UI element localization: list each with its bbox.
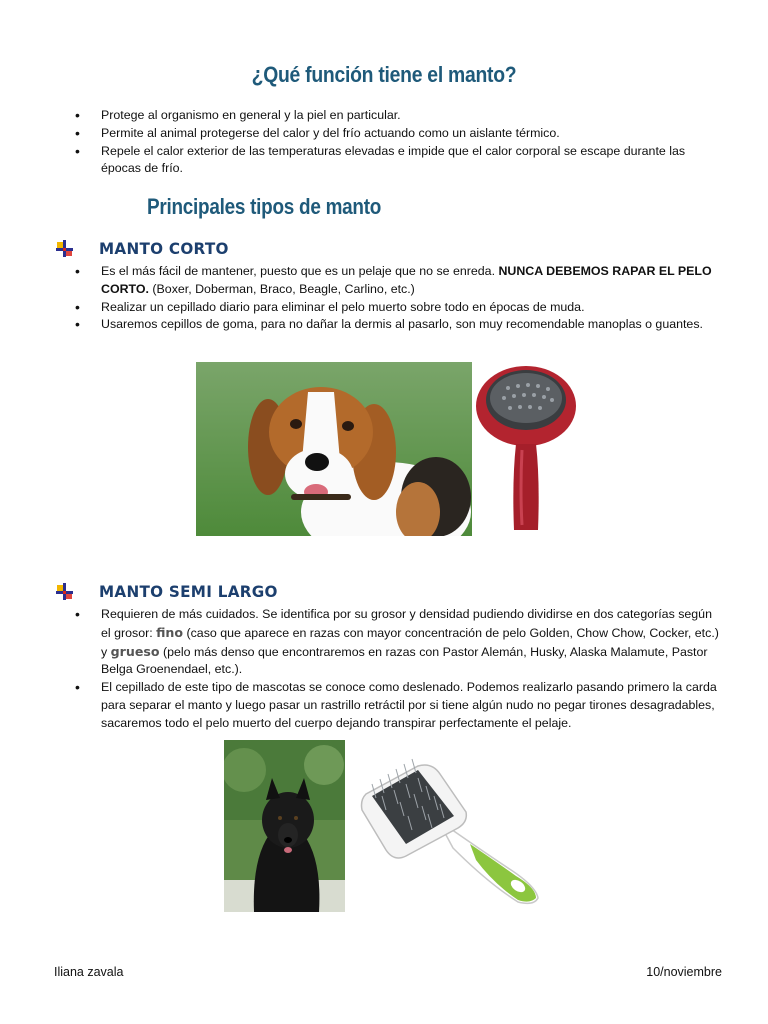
section-heading-types: Principales tipos de manto [147, 194, 382, 219]
list-item: • Protege al organismo en general y la piel en particular. [75, 107, 725, 125]
text: (pelo más denso que encontraremos en razas con Pastor Alemán, Husky, Alaska Malamute, Pastor Belga Groenendael, etc.). [101, 644, 708, 677]
section-title: MANTO SEMI LARGO [99, 582, 278, 601]
footer-author: Iliana zavala [54, 965, 124, 979]
corto-bullet-list [75, 263, 725, 334]
bullet-cross-icon [54, 583, 74, 601]
list-item [75, 606, 725, 679]
text: (Boxer, Doberman, Braco, Beagle, Carlino, etc.) [148, 281, 415, 296]
list-item: • El cepillado de este tipo de mascotas se conoce como deslenado. Podemos realizarlo pasando primero la carda para separar el manto y luego pasar un rastrillo retráctil por si tiene algún nudo no pegar tirones desagradables, sacaremos todo el pelo muerto del cuerpo dejando transpirar perfectamente el pelaje. [75, 679, 725, 732]
bullet-cross-icon [54, 240, 74, 258]
text: Requieren de más cuidados. Se identifica por su grosor y densidad pudiendo dividirse en dos categorías según el grosor: [101, 607, 712, 640]
text: (caso que aparece en razas con mayor concentración de pelo Golden, Chow Chow, Cocker, etc.) y [101, 625, 719, 659]
list-item: • Repele el calor exterior de las temperaturas elevadas e impide que el calor corporal se escape durante las épocas de frío. [75, 143, 725, 179]
section-header-corto [54, 239, 236, 258]
highlight-fino: fino [156, 624, 184, 640]
page-title: ¿Qué función tiene el manto? [251, 62, 517, 87]
list-item: • Permite al animal protegerse del calor y del frío actuando como un aislante térmico. [75, 125, 725, 143]
list-item: • Realizar un cepillado diario para eliminar el pelo muerto sobre todo en épocas de muda. [75, 299, 725, 317]
slicker-brush-photo [358, 748, 548, 908]
section-title: MANTO CORTO [99, 239, 229, 258]
groenendael-photo [224, 740, 345, 912]
warning-text: NUNCA DEBEMOS RAPAR EL PELO CORTO. [101, 264, 712, 296]
footer-date: 10/noviembre [646, 965, 722, 979]
section-header-semilargo [54, 582, 287, 601]
beagle-photo [196, 362, 472, 536]
highlight-grueso: grueso [110, 643, 160, 659]
list-item: • Usaremos cepillos de goma, para no dañar la dermis al pasarlo, son muy recomendable manoplas o guantes. [75, 316, 725, 334]
text: Es el más fácil de mantener, puesto que es un pelaje que no se enreda. [101, 264, 499, 278]
list-item [75, 263, 725, 299]
semilargo-bullet-list [75, 606, 725, 733]
rubber-brush-photo [472, 360, 580, 536]
intro-bullet-list [75, 107, 725, 178]
